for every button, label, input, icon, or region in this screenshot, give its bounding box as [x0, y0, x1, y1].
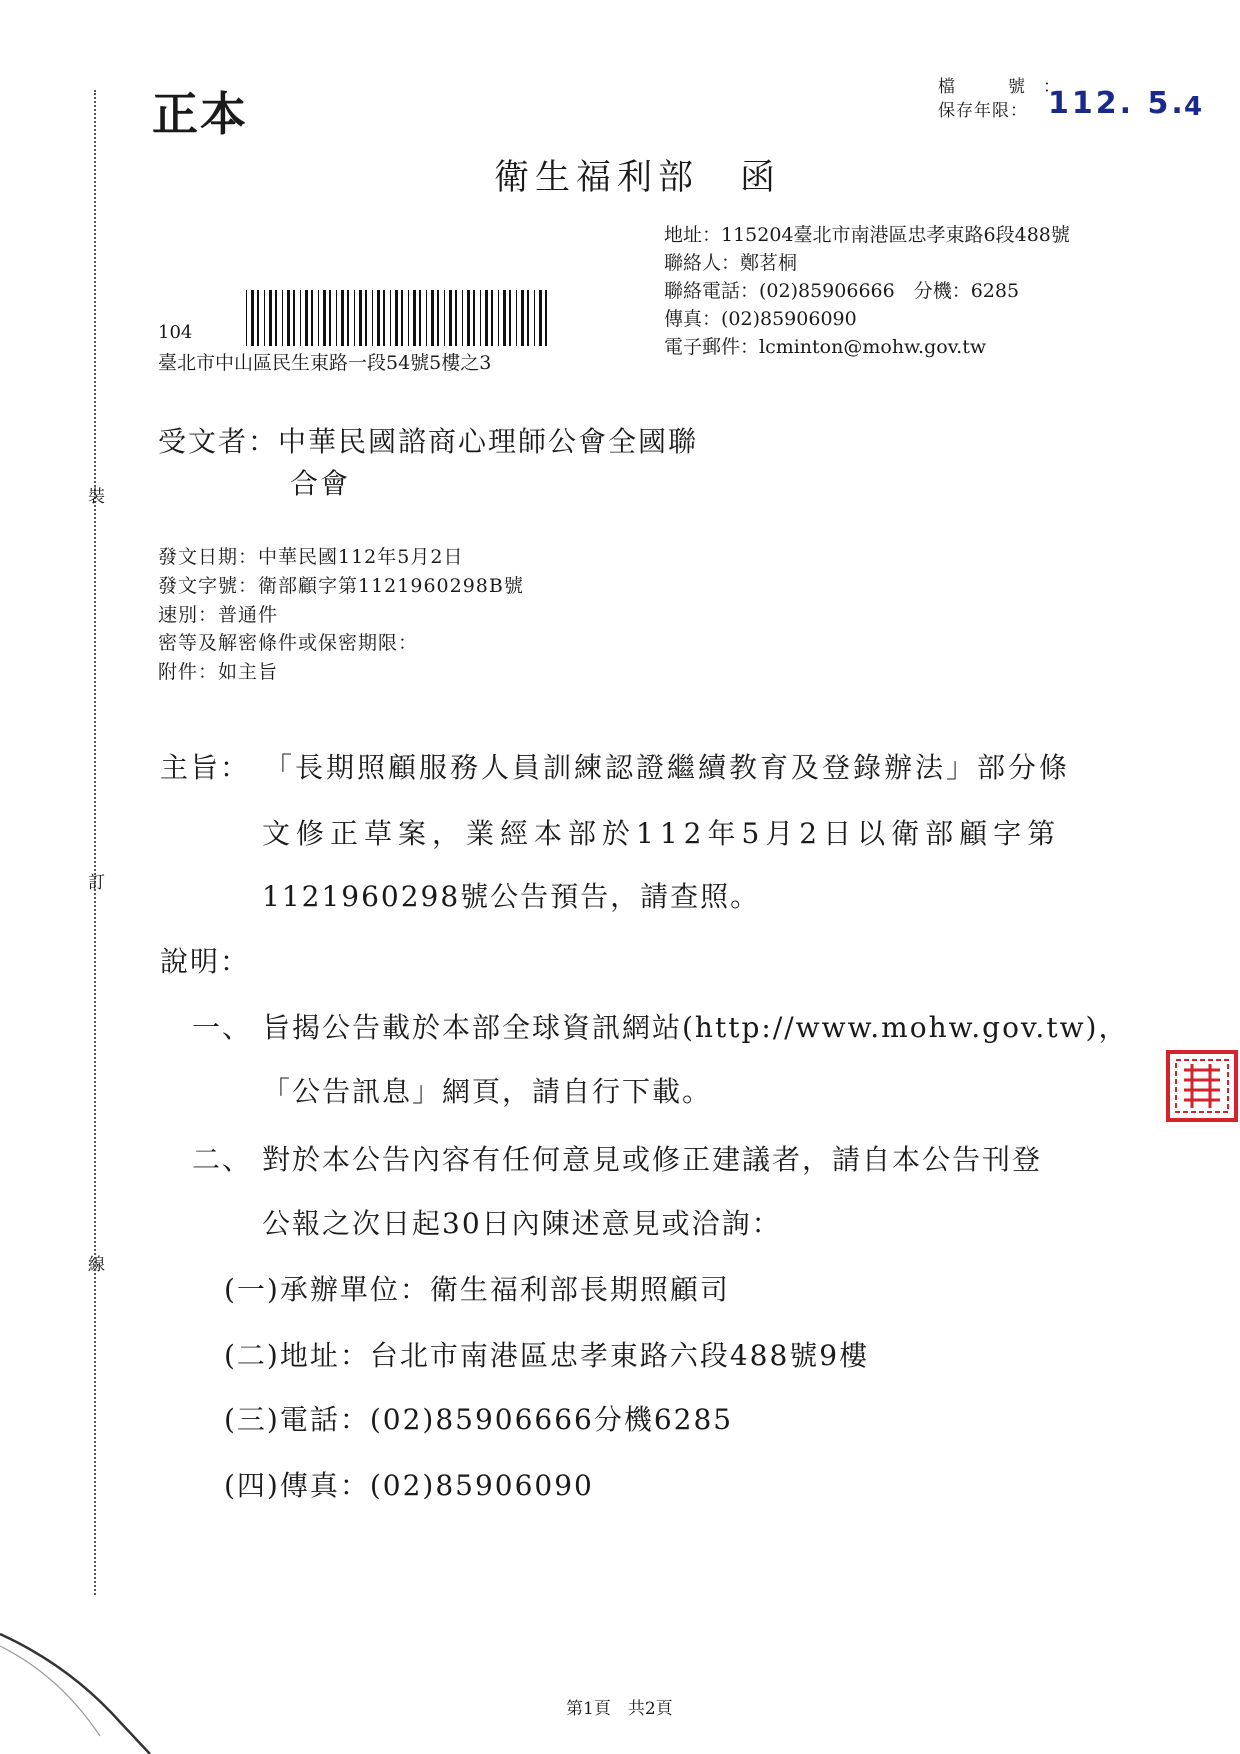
- sub-item-address: (二)地址：台北市南港區忠孝東路六段488號9樓: [224, 1339, 870, 1372]
- subject-line-3: 1121960298號公告預告，請查照。: [262, 880, 761, 913]
- explanation-label: 說明：: [160, 945, 251, 978]
- subject-label: 主旨：: [160, 751, 251, 784]
- subject-line-2: 文修正草案，業經本部於112年5月2日以衛部顧字第: [262, 817, 1062, 850]
- explanation-item-1-line-2: 「公告訊息」網頁，請自行下載。: [262, 1075, 713, 1108]
- issue-date: 發文日期：中華民國112年5月2日: [158, 546, 464, 568]
- document-number: 發文字號：衛部顧字第1121960298B號: [158, 575, 524, 597]
- agency-title: 衛生福利部 函: [494, 158, 782, 198]
- explanation-item-2-number: 二、: [192, 1143, 253, 1176]
- binding-dotted-line: [94, 90, 96, 1595]
- page-number: 第1頁 共2頁: [566, 1699, 673, 1719]
- recipient-address: 臺北市中山區民生東路一段54號5樓之3: [158, 352, 492, 374]
- contact-fax: 傳真：(02)85906090: [664, 308, 857, 330]
- recipient-postal-code: 104: [158, 322, 193, 343]
- explanation-item-1-line-1: 旨揭公告載於本部全球資訊網站(http://www.mohw.gov.tw)，: [262, 1011, 1129, 1044]
- binding-mark-ding: 訂: [88, 873, 105, 893]
- retention-period-label: 保存年限：: [938, 101, 1028, 121]
- explanation-item-1-number: 一、: [192, 1011, 253, 1044]
- contact-email: 電子郵件：lcminton@mohw.gov.tw: [664, 336, 987, 358]
- recipient-line-1: 受文者：中華民國諮商心理師公會全國聯: [158, 425, 699, 458]
- delivery-speed: 速別：普通件: [158, 604, 279, 626]
- secrecy-level: 密等及解密條件或保密期限：: [158, 632, 419, 654]
- sub-item-fax: (四)傳真：(02)85906090: [224, 1469, 594, 1502]
- binding-mark-zhuang: 裝: [88, 487, 105, 507]
- agency-address: 地址：115204臺北市南港區忠孝東路6段488號: [664, 224, 1070, 246]
- sub-item-phone: (三)電話：(02)85906666分機6285: [224, 1403, 734, 1436]
- recipient-line-2: 合會: [290, 467, 351, 500]
- contact-phone: 聯絡電話：(02)85906666 分機：6285: [664, 280, 1020, 302]
- received-date-stamp: 112. 5.: [1048, 86, 1186, 121]
- subject-line-1: 「長期照顧服務人員訓練認證繼續教育及登錄辦法」部分條: [264, 751, 1071, 784]
- copy-type: 正本: [152, 87, 248, 141]
- attachment: 附件：如主旨: [158, 661, 279, 683]
- explanation-item-2-line-2: 公報之次日起30日內陳述意見或洽詢：: [262, 1207, 782, 1240]
- contact-person: 聯絡人：鄭茗桐: [664, 252, 798, 274]
- scan-fold-line: [0, 1626, 200, 1754]
- binding-mark-xian: 線: [88, 1255, 105, 1275]
- explanation-item-2-line-1: 對於本公告內容有任何意見或修正建議者，請自本公告刊登: [262, 1143, 1043, 1176]
- file-number-label: 檔 號：: [938, 77, 1078, 97]
- received-day-stamp: 4: [1184, 92, 1203, 122]
- red-seal-stamp: [1164, 1048, 1240, 1124]
- sub-item-handling-unit: (一)承辦單位：衛生福利部長期照顧司: [224, 1273, 730, 1306]
- barcode-image: [246, 290, 552, 346]
